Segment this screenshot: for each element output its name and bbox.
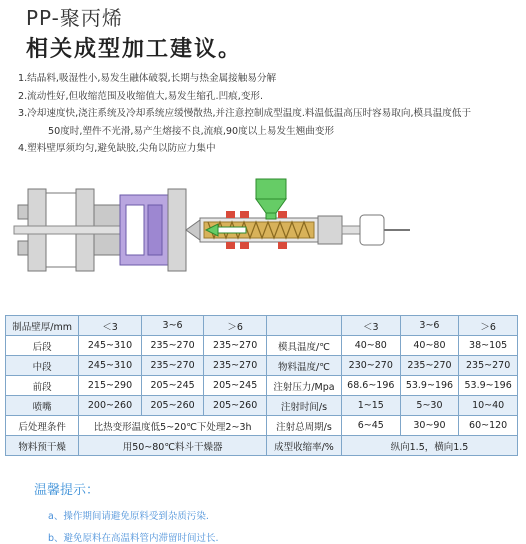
table-row [6, 356, 518, 376]
table-row [6, 436, 518, 456]
table-cell: 60~120 [459, 416, 518, 436]
table-cell: 205~260 [141, 396, 204, 416]
table-cell: 30~90 [400, 416, 459, 436]
table-cell: 40~80 [341, 336, 400, 356]
table-cell: 成型收缩率/% [266, 436, 341, 456]
tip-b: b、避免原料在高温料管内滞留时间过长. [48, 533, 219, 544]
table-row [6, 376, 518, 396]
table-cell: 后段 [6, 336, 79, 356]
point-1: 1.结晶料,吸湿性小,易发生融体破裂,长期与热金属接触易分解 [18, 73, 277, 84]
table-cell: 215~290 [79, 376, 142, 396]
point-2: 2.流动性好,但收缩范围及收缩值大,易发生缩孔.凹痕,变形. [18, 90, 264, 102]
table-cell: 注射压力/Mpa [266, 376, 341, 396]
processing-parameter-table [5, 315, 518, 456]
table-cell: 205~260 [204, 396, 267, 416]
table-row [6, 416, 518, 436]
table-cell: 中段 [6, 356, 79, 376]
table-cell: 53.9~196 [400, 376, 459, 396]
table-cell: 模具温度/℃ [266, 336, 341, 356]
table-cell: 230~270 [341, 356, 400, 376]
table-cell: 6~45 [341, 416, 400, 436]
table-cell: 注射时间/s [266, 396, 341, 416]
table-cell: 235~270 [204, 356, 267, 376]
page-title: PP-聚丙烯 [26, 6, 123, 30]
table-cell: 后处理条件 [6, 416, 79, 436]
table-cell: 物料预干燥 [6, 436, 79, 456]
table-cell: 68.6~196 [341, 376, 400, 396]
drive-unit [318, 215, 410, 245]
mold [120, 189, 186, 271]
table-cell: 比热变形温度低5~20℃下处理2~3h [79, 416, 267, 436]
table-cell: 1~15 [341, 396, 400, 416]
table-cell [266, 316, 341, 336]
page-subtitle: 相关成型加工建议。 [26, 37, 243, 62]
table-cell: ＜3 [79, 316, 142, 336]
processing-points [18, 70, 518, 158]
table-cell: 245~310 [79, 336, 142, 356]
table-cell: 制品壁厚/mm [6, 316, 79, 336]
table-cell: 38~105 [459, 336, 518, 356]
table-cell: 前段 [6, 376, 79, 396]
point-3: 3.冷却速度快,浇注系统及冷却系统应缓慢散热,并注意控制成型温度.料温低温高压时容易取向,模具温度低于 [18, 108, 472, 119]
injection-machine-diagram [0, 175, 526, 285]
table-cell: 205~245 [204, 376, 267, 396]
table-cell: ＞6 [459, 316, 518, 336]
table-cell: 10~40 [459, 396, 518, 416]
table-row [6, 316, 518, 336]
table-cell: 53.9~196 [459, 376, 518, 396]
injection-unit [186, 211, 318, 249]
table-row [6, 336, 518, 356]
tip-a: a、操作期间请避免原料受到杂质污染. [48, 511, 209, 522]
table-cell: 235~270 [400, 356, 459, 376]
table-cell: 喷嘴 [6, 396, 79, 416]
table-cell: 5~30 [400, 396, 459, 416]
table-cell: 205~245 [141, 376, 204, 396]
table-cell: 245~310 [79, 356, 142, 376]
table-cell: ＞6 [204, 316, 267, 336]
point-3-continued: 50度时,塑件不光滑,易产生熔接不良,流痕,90度以上易发生翘曲变形 [48, 125, 335, 137]
table-cell: 3~6 [141, 316, 204, 336]
table-cell: ＜3 [341, 316, 400, 336]
table-cell: 3~6 [400, 316, 459, 336]
table-cell: 纵向1.5，横向1.5 [341, 436, 517, 456]
table-cell: 40~80 [400, 336, 459, 356]
table-cell: 235~270 [459, 356, 518, 376]
table-cell: 235~270 [204, 336, 267, 356]
table-cell: 用50~80℃料斗干燥器 [79, 436, 267, 456]
table-cell: 235~270 [141, 336, 204, 356]
point-4: 4.塑料壁厚须均匀,避免缺胶,尖角以防应力集中 [18, 143, 216, 154]
table-cell: 物料温度/℃ [266, 356, 341, 376]
tips-title: 温馨提示： [34, 483, 100, 498]
table-cell: 200~260 [79, 396, 142, 416]
table-row [6, 396, 518, 416]
table-cell: 注射总周期/s [266, 416, 341, 436]
table-cell: 235~270 [141, 356, 204, 376]
